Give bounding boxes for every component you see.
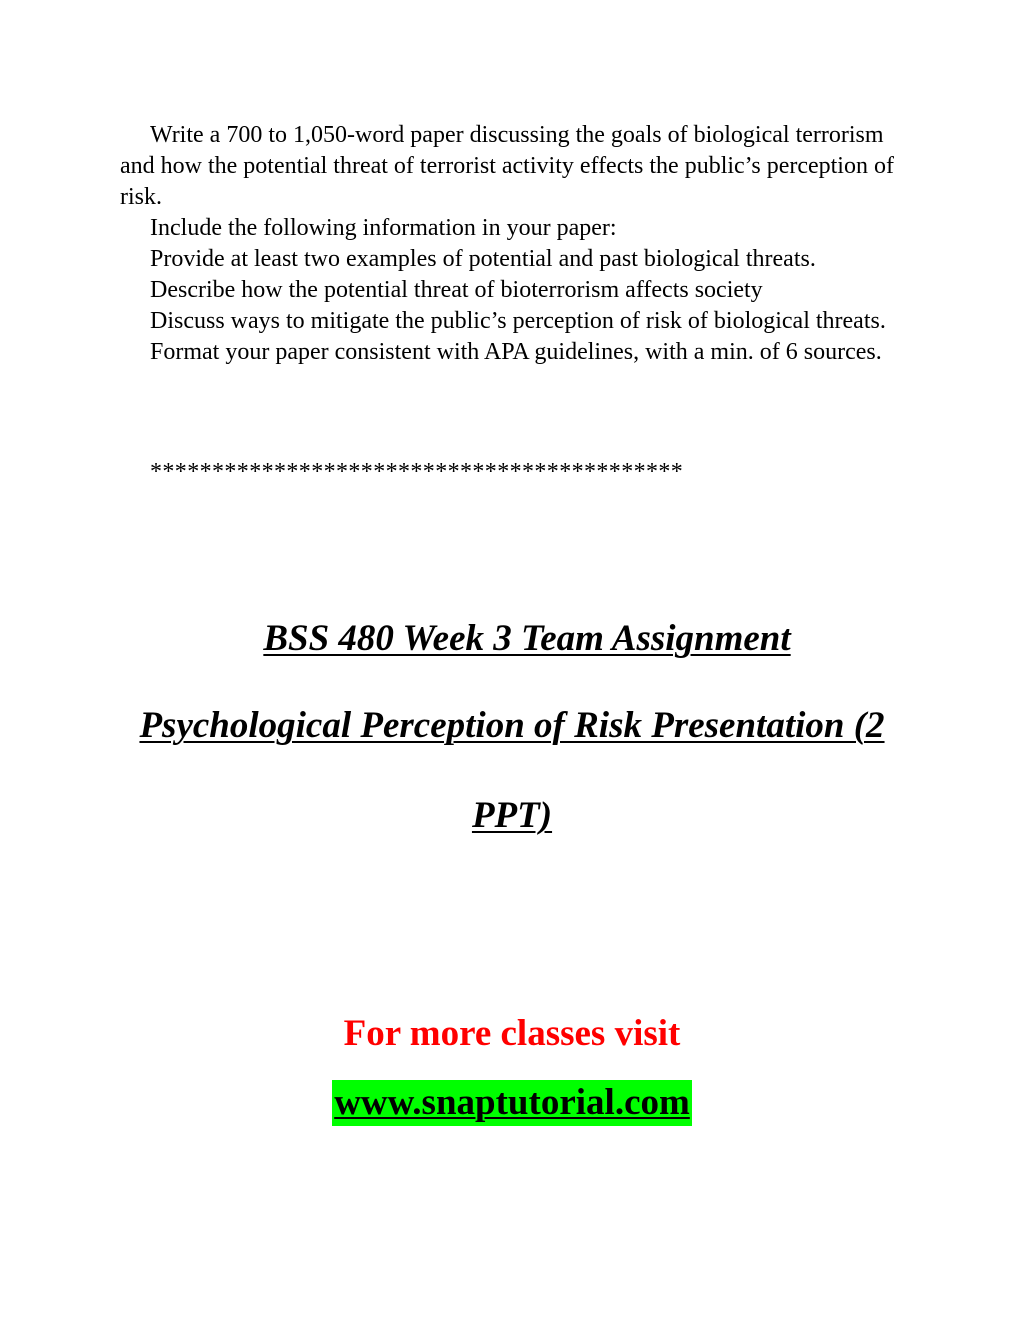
promo-text: For more classes visit [343, 1013, 681, 1054]
promo-link-container [0, 1080, 1024, 1126]
instruction-paragraph-intro: Write a 700 to 1,050-word paper discussing the goals of biological terrorism and how the potential threat of terrorist activity effects the public’s perception of risk. [120, 122, 894, 210]
assignment-subtitle-line-1: Psychological Perception of Risk Presentation (2 [139, 705, 885, 746]
assignment-subtitle-line-2: PPT) [471, 795, 553, 836]
instruction-paragraph-mitigate: Discuss ways to mitigate the public’s perception of risk of biological threats. [150, 308, 886, 334]
website-link[interactable]: www.snaptutorial.com [332, 1080, 692, 1126]
instruction-paragraph-society: Describe how the potential threat of bioterrorism affects society [150, 277, 763, 303]
asterisk-separator: ******************************************* [150, 459, 684, 485]
instruction-paragraph-examples: Provide at least two examples of potential and past biological threats. [150, 246, 816, 272]
assignment-title: BSS 480 Week 3 Team Assignment [263, 618, 791, 659]
instruction-paragraph-include: Include the following information in your paper: [150, 215, 617, 241]
assignment-instructions [120, 120, 900, 368]
instruction-paragraph-format: Format your paper consistent with APA guidelines, with a min. of 6 sources. [150, 339, 882, 365]
